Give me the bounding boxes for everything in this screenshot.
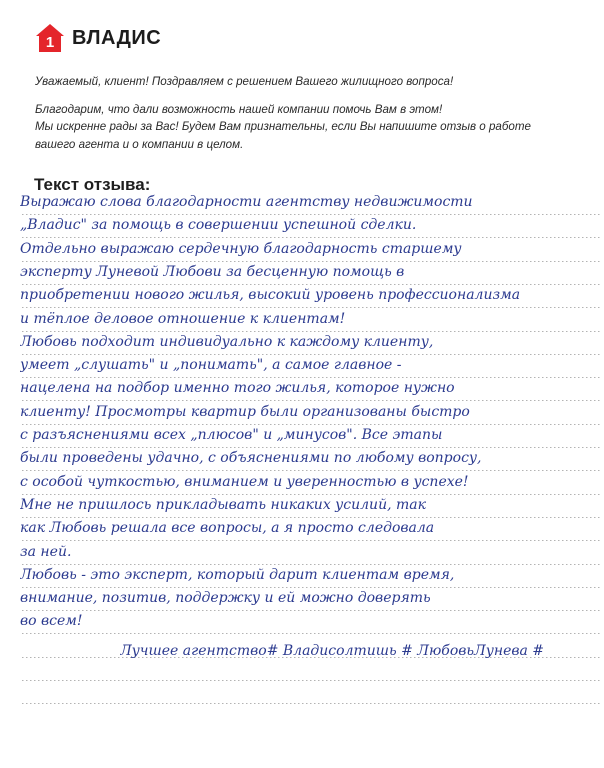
review-line: „Владис" за помощь в совершении успешной сделки. [20,217,417,233]
review-line: с разъяснениями всех „плюсов" и „минусов". Все этапы [20,427,443,443]
brand-logo [34,22,161,54]
review-line: были проведены удачно, с объяснениями по любому вопросу, [20,450,482,466]
review-line: умеет „слушать" и „понимать", а самое главное - [20,357,402,373]
review-hashtags: Лучшее агентство# Владисолтишь # ЛюбовьЛунева # [120,643,545,659]
intro-line-3: вашего агента и о компании в целом. [35,137,244,151]
review-line: Любовь подходит индивидуально к каждому клиенту, [20,334,434,350]
review-line: за ней. [20,544,72,560]
review-line: приобретении нового жилья, высокий уровень профессионализма [20,287,521,303]
review-line: Мне не пришлось прикладывать никаких усилий, так [20,497,426,513]
review-line: Любовь - это эксперт, который дарит клиентам время, [20,567,455,583]
review-line: во всем! [20,613,83,629]
review-line: как Любовь решала все вопросы, а я просто следовала [20,520,435,536]
review-line: Отдельно выражаю сердечную благодарность старшему [20,241,462,257]
review-label: Текст отзыва: [34,175,151,194]
intro-line-1: Благодарим, что дали возможность нашей компании помочь Вам в этом! [35,102,443,116]
logo-digit: 1 [45,34,55,51]
intro-text [35,73,595,153]
greeting-text: Уважаемый, клиент! Поздравляем с решением Вашего жилищного вопроса! [35,75,454,88]
review-line: Выражаю слова благодарности агентству недвижимости [20,194,473,210]
review-line: внимание, позитив, поддержку и ей можно доверять [20,590,431,606]
brand-name: ВЛАДИС [72,27,162,49]
review-line: и тёплое деловое отношение к клиентам! [20,311,346,327]
intro-line-2: Мы искренне рады за Вас! Будем Вам признательны, если Вы напишите отзыв о работе [35,120,531,133]
house-logo-icon [34,22,66,54]
review-line: с особой чуткостью, вниманием и уверенностью в успехе! [20,474,469,490]
review-line: эксперту Луневой Любови за бесценную помощь в [20,264,405,280]
review-line: клиенту! Просмотры квартир были организованы быстро [20,404,470,420]
review-line: нацелена на подбор именно того жилья, которое нужно [20,380,455,396]
